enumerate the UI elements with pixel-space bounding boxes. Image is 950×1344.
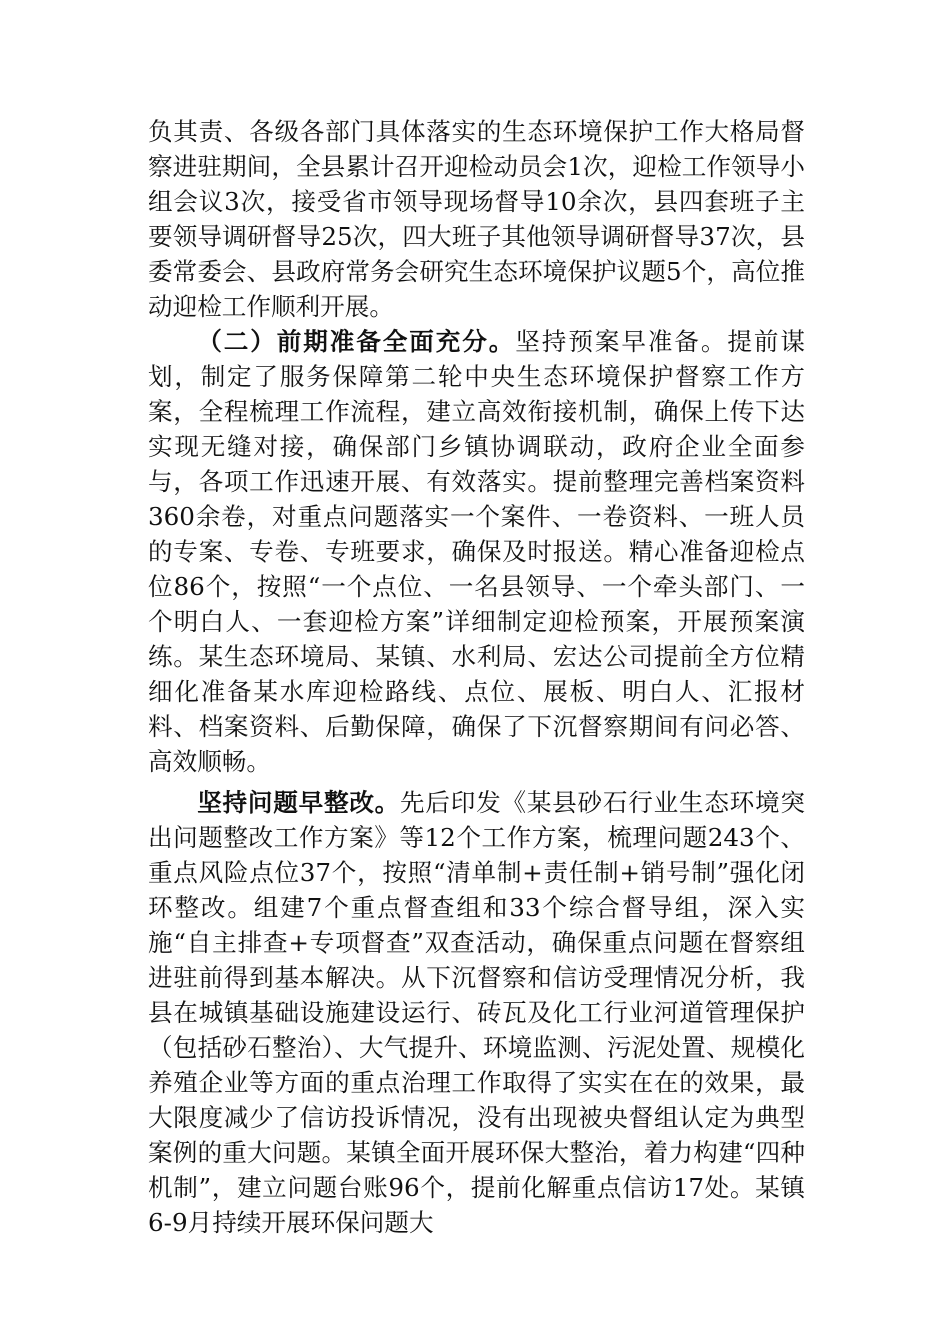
paragraph-3-text: [148, 785, 805, 1240]
document-page: [148, 114, 805, 1240]
paragraph-3: [148, 785, 805, 1240]
paragraph-3-body: 先后印发《某县砂石行业生态环境突出问题整改工作方案》等12个工作方案，梳理问题243个、重点风险点位37个，按照“清单制+责任制+销号制”强化闭环整改。组建7个重点督查组和33个综合督导组，深入实施“自主排查+专项督查”双查活动，确保重点问题在督察组进驻前得到基本解决。从下沉督察和信访受理情况分析，我县在城镇基础设施建设运行、砖瓦及化工行业河道管理保护（包括砂石整治）、大气提升、环境监测、污泥处置、规模化养殖企业等方面的重点治理工作取得了实实在在的效果，最大限度减少了信访投诉情况，没有出现被央督组认定为典型案例的重大问题。某镇全面开展环保大整治，着力构建“四种机制”，建立问题台账96个，提前化解重点信访17处。某镇6-9月持续开展环保问题大: [148, 788, 805, 1237]
paragraph-2-text: [148, 324, 805, 779]
paragraph-2: [148, 324, 805, 779]
paragraph-1-text: 负其责、各级各部门具体落实的生态环境保护工作大格局督察进驻期间，全县累计召开迎检动员会1次，迎检工作领导小组会议3次，接受省市领导现场督导10余次，县四套班子主要领导调研督导25次，四大班子其他领导调研督导37次，县委常委会、县政府常务会研究生态环境保护议题5个，高位推动迎检工作顺利开展。: [148, 117, 805, 321]
paragraph-1: [148, 114, 805, 324]
section-heading: （二）前期准备全面充分。: [197, 327, 516, 356]
paragraph-2-body: 坚持预案早准备。提前谋划，制定了服务保障第二轮中央生态环境保护督察工作方案，全程梳理工作流程，建立高效衔接机制，确保上传下达实现无缝对接，确保部门乡镇协调联动，政府企业全面参与，各项工作迅速开展、有效落实。提前整理完善档案资料360余卷，对重点问题落实一个案件、一卷资料、一班人员的专案、专卷、专班要求，确保及时报送。精心准备迎检点位86个，按照“一个点位、一名县领导、一个牵头部门、一个明白人、一套迎检方案”详细制定迎检预案，开展预案演练。某生态环境局、某镇、水利局、宏达公司提前全方位精细化准备某水库迎检路线、点位、展板、明白人、汇报材料、档案资料、后勤保障，确保了下沉督察期间有问必答、高效顺畅。: [148, 327, 805, 776]
paragraph-3-lead: 坚持问题早整改。: [197, 788, 401, 817]
